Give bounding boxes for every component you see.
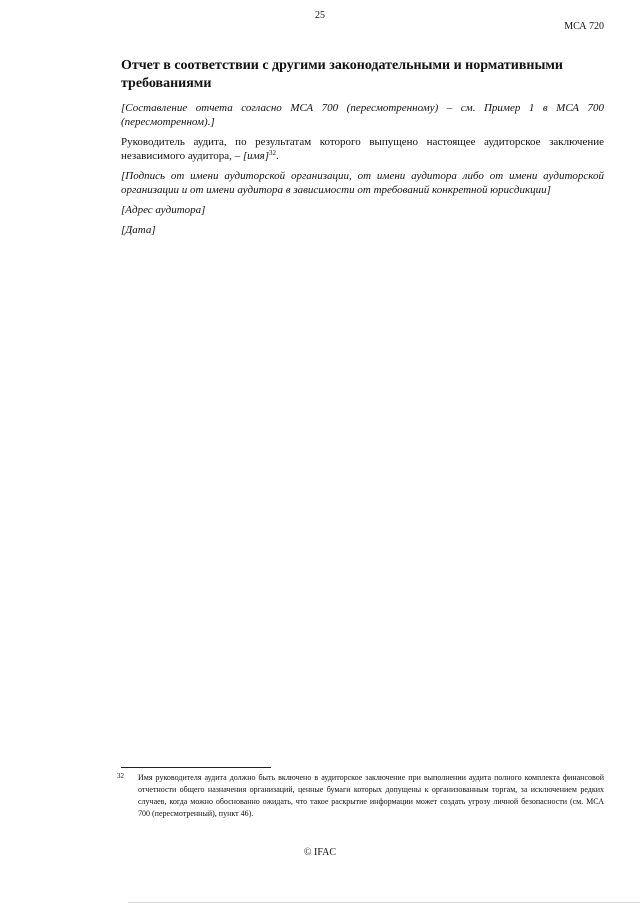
paragraph-instruction: [Составление отчета согласно МСА 700 (пересмотренному) – см. Пример 1 в МСА 700 (пересмотренном).] bbox=[121, 102, 604, 128]
paragraph-auditor-address: [Адрес аудитора] bbox=[121, 204, 206, 216]
document-code: МСА 720 bbox=[564, 21, 604, 32]
main-content bbox=[121, 57, 604, 243]
footnote bbox=[117, 772, 604, 820]
paragraph-engagement-partner bbox=[121, 135, 604, 163]
section-heading: Отчет в соответствии с другими законодательными и нормативными требованиями bbox=[121, 58, 563, 91]
footnote-reference: 32 bbox=[269, 149, 277, 157]
page-number: 25 bbox=[315, 10, 325, 21]
name-placeholder: [имя] bbox=[242, 150, 270, 162]
footnote-text: Имя руководителя аудита должно быть включено в аудиторское заключение при выполнении аудита полного комплекта финансовой отчетности общего назначения организаций, ценные бумаги которых допущены к организованным торгам, за исключением редких случаев, когда можно обоснованно ожидать, что такое раскрытие информации может создать угрозу личной безопасности (см. МСА 700 (пересмотренный), пункт 46). bbox=[138, 773, 604, 818]
paragraph-signature: [Подпись от имени аудиторской организации, от имени аудитора либо от имени аудиторской организации и от имени аудитора в зависимости от требований конкретной юрисдикции] bbox=[121, 170, 604, 196]
copyright-footer: © IFAC bbox=[303, 847, 337, 858]
footnote-divider bbox=[121, 767, 271, 768]
footnote-number: 32 bbox=[117, 772, 124, 780]
sentence-end: . bbox=[276, 150, 279, 162]
engagement-partner-text: Руководитель аудита, по результатам которого выпущено настоящее аудиторское заключение независимого аудитора, – bbox=[121, 136, 604, 162]
scan-edge-line bbox=[128, 902, 640, 903]
paragraph-date: [Дата] bbox=[121, 224, 156, 236]
